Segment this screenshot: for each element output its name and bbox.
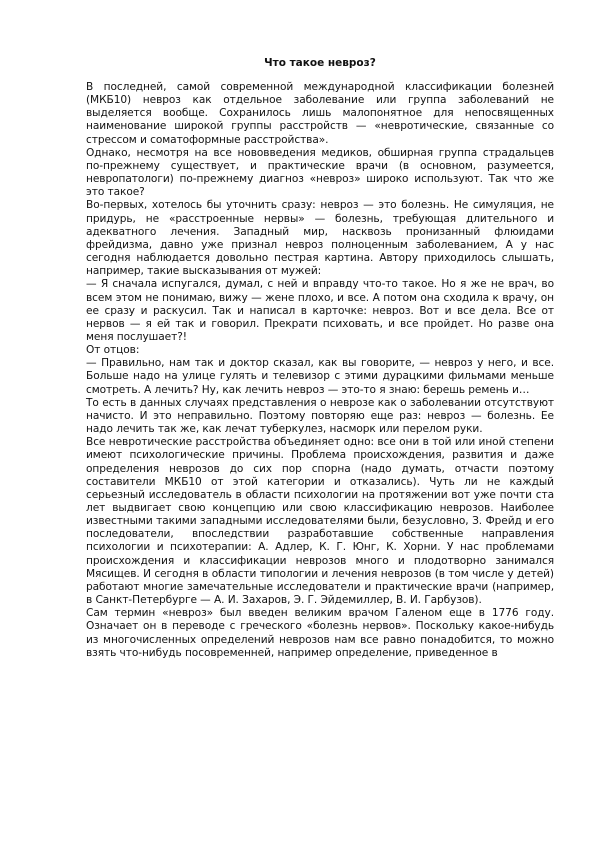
paragraph-6: — Правильно, нам так и доктор сказал, как вы говорите, — невроз у него, и все. Больше надо на улице гулять и телевизор с этими дурацкими фильмами меньше смотреть. А лечить? Ну, как лечить невроз — это-то я знаю: берешь ремень и… <box>86 357 554 396</box>
paragraph-3: Во-первых, хотелось бы уточнить сразу: невроз — это болезнь. Не симуляция, не придурь, не «расстроенные нервы» — болезнь, требующая длительного и адекватного лечения. Западный мир, насквозь пронизанный флюидами фрейдизма, давно уже признал невроз полноценным заболеванием, А у нас сегодня наблюдается довольно пестрая картина. Автору приходилось слышать, например, такие высказывания от мужей: <box>86 199 554 278</box>
paragraph-9: Сам термин «невроз» был введен великим врачом Галеном еще в 1776 году. Означает он в переводе с греческого «болезнь нервов». Поскольку какое-нибудь из многочисленных определений неврозов нам все равно понадобится, то можно взять что-нибудь посовременней, например определение, приведенное в <box>86 607 554 659</box>
paragraph-4: — Я сначала испугался, думал, с ней и вправду что-то такое. Но я же не врач, во всем этом не понимаю, вижу — жене плохо, и все. А потом она сходила к врачу, он ее сразу и раскусил. Так и написал в карточке: невроз. Вот и все дела. Все от нервов — я ей так и говорил. Прекрати психовать, и все пройдет. Но разве она меня послушает?! <box>86 278 554 343</box>
document-title: Что такое невроз? <box>264 57 376 69</box>
paragraph-8: Все невротические расстройства объединяет одно: все они в той или иной степени имеют психологические причины. Проблема происхождения, развития и даже определения неврозов до сих пор спорна (надо думать, отчасти поэтому составители МКБ10 от этой категории и отказались). Чуть ли не каждый серьезный исследователь в области психологии на протяжении вот уже почти ста лет выдвигает свою концепцию или свою классификацию неврозов. Наиболее известными такими западными исследователями были, безусловно, З. Фрейд и его последователи, впоследствии разработавшие собственные направления психологии и психотерапии: А. Адлер, К. Г. Юнг, К. Хорни. У нас проблемами происхождения и классификации неврозов много и плодотворно занимался Мясищев. И сегодня в области типологии и лечения неврозов (в том числе у детей) работают многие замечательные исследователи и практические врачи (например, в Санкт-Петербурге — А. И. Захаров, Э. Г. Эйдемиллер, В. И. Гарбузов). <box>86 436 554 607</box>
document-page <box>86 56 554 660</box>
paragraph-7: То есть в данных случаях представления о неврозе как о заболевании отсутствуют начисто. И это неправильно. Поэтому повторяю еще раз: невроз — болезнь. Ее надо лечить так же, как лечат туберкулез, насморк или перелом руки. <box>86 396 554 436</box>
paragraph-2: Однако, несмотря на все нововведения медиков, обширная группа страдальцев по-прежнему существует, и практические врачи (в основном, разумеется, невропатологи) по-прежнему диагноз «невроз» широко используют. Так что же это такое? <box>86 146 554 199</box>
paragraph-1: В последней, самой современной международной классификации болезней (МКБ10) невроз как отдельное заболевание или группа заболеваний не выделяется вообще. Сохранилось лишь малопонятное для непосвященных наименование широкой группы расстройств — «невротические, связанные со стрессом и соматоформные расстройства». <box>86 81 554 146</box>
paragraph-5: От отцов: <box>86 344 140 357</box>
